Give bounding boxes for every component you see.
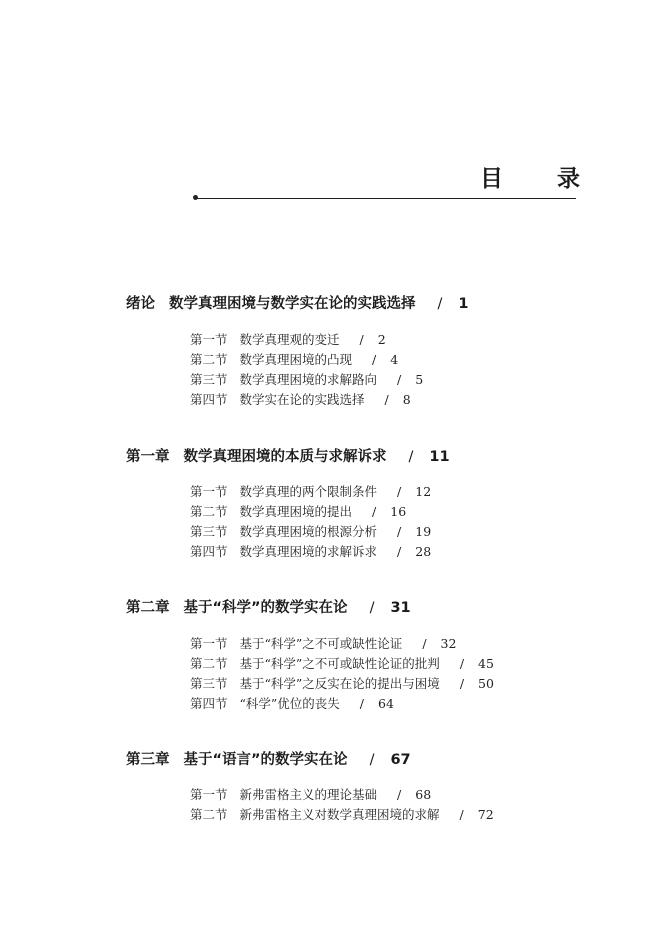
toc-section[interactable]	[190, 350, 398, 368]
section-title: 数学真理困境的提出	[239, 504, 353, 519]
page-separator: /	[359, 696, 365, 711]
title-rule	[196, 198, 576, 199]
section-number: 第三节	[190, 676, 228, 691]
toc-section[interactable]	[190, 522, 431, 540]
toc-section[interactable]	[190, 330, 386, 348]
section-number: 第一节	[190, 332, 228, 347]
section-title: “科学”优位的丧失	[239, 696, 340, 711]
section-page: 2	[377, 332, 386, 347]
section-number: 第四节	[190, 696, 228, 711]
section-page: 32	[440, 636, 457, 651]
toc-section[interactable]	[190, 370, 423, 388]
section-page: 19	[415, 524, 432, 539]
section-title: 数学真理的两个限制条件	[239, 484, 378, 499]
section-title: 基于“科学”之反实在论的提出与困境	[239, 676, 440, 691]
section-page: 50	[478, 676, 494, 691]
page-title	[480, 160, 580, 193]
section-number: 第二节	[190, 352, 228, 367]
toc-chapter-2[interactable]	[126, 596, 411, 617]
section-number: 第二节	[190, 504, 228, 519]
chapter-page: 11	[429, 449, 450, 465]
section-number: 第二节	[190, 807, 228, 822]
chapter-page: 67	[390, 752, 411, 768]
section-page: 4	[390, 352, 399, 367]
toc-section[interactable]	[190, 654, 494, 672]
chapter-number: 绪论	[126, 296, 155, 312]
page-separator: /	[459, 656, 465, 671]
page-separator: /	[408, 449, 414, 465]
page-separator: /	[397, 484, 402, 499]
section-title: 基于“科学”之不可或缺性论证	[239, 636, 403, 651]
page-separator: /	[397, 544, 402, 559]
section-title: 数学真理困境的凸现	[239, 352, 353, 367]
toc-chapter-3[interactable]	[126, 748, 411, 769]
section-number: 第三节	[190, 372, 228, 387]
chapter-page: 1	[458, 296, 469, 312]
page-separator: /	[359, 332, 364, 347]
section-title: 基于“科学”之不可或缺性论证的批判	[239, 656, 440, 671]
section-number: 第四节	[190, 392, 228, 407]
toc-section[interactable]	[190, 785, 431, 803]
toc-section[interactable]	[190, 634, 456, 652]
section-number: 第三节	[190, 524, 228, 539]
section-page: 64	[378, 696, 394, 711]
section-title: 新弗雷格主义的理论基础	[239, 787, 378, 802]
toc-chapter-intro[interactable]	[126, 292, 468, 313]
toc-section[interactable]	[190, 805, 494, 823]
toc-section[interactable]	[190, 390, 411, 408]
section-page: 72	[477, 807, 494, 822]
page-title-right: 录	[557, 166, 580, 192]
section-number: 第二节	[190, 656, 228, 671]
section-page: 5	[415, 372, 424, 387]
chapter-title: 数学真理困境的本质与求解诉求	[183, 449, 387, 465]
toc-section[interactable]	[190, 502, 406, 520]
page-separator: /	[397, 372, 402, 387]
section-page: 8	[402, 392, 411, 407]
chapter-title: 数学真理困境与数学实在论的实践选择	[169, 296, 416, 312]
section-title: 数学真理困境的求解诉求	[239, 544, 378, 559]
section-number: 第一节	[190, 484, 228, 499]
page-separator: /	[369, 600, 375, 616]
chapter-title: 基于“科学”的数学实在论	[183, 600, 348, 616]
section-page: 28	[415, 544, 432, 559]
section-title: 数学真理观的变迁	[239, 332, 340, 347]
section-title: 数学实在论的实践选择	[239, 392, 365, 407]
section-title: 数学真理困境的求解路向	[239, 372, 378, 387]
toc-chapter-1[interactable]	[126, 445, 450, 466]
toc-section[interactable]	[190, 482, 431, 500]
section-page: 16	[390, 504, 407, 519]
section-page: 68	[415, 787, 432, 802]
chapter-title: 基于“语言”的数学实在论	[183, 752, 348, 768]
chapter-number: 第三章	[126, 752, 170, 768]
chapter-page: 31	[390, 600, 411, 616]
page-separator: /	[422, 636, 427, 651]
section-number: 第一节	[190, 636, 228, 651]
page-separator: /	[459, 676, 465, 691]
page-separator: /	[397, 787, 402, 802]
page-separator: /	[437, 296, 443, 312]
chapter-number: 第二章	[126, 600, 170, 616]
page-separator: /	[372, 504, 377, 519]
toc-section[interactable]	[190, 542, 431, 560]
section-page: 45	[478, 656, 494, 671]
section-title: 新弗雷格主义对数学真理困境的求解	[239, 807, 440, 822]
page-separator: /	[397, 524, 402, 539]
page-separator: /	[384, 392, 389, 407]
chapter-number: 第一章	[126, 449, 170, 465]
page-title-left: 目	[480, 166, 503, 192]
toc-section[interactable]	[190, 674, 494, 692]
section-number: 第一节	[190, 787, 228, 802]
section-number: 第四节	[190, 544, 228, 559]
section-title: 数学真理困境的根源分析	[239, 524, 378, 539]
page-separator: /	[369, 752, 375, 768]
page-separator: /	[459, 807, 464, 822]
section-page: 12	[415, 484, 432, 499]
toc-section[interactable]	[190, 694, 394, 712]
page-separator: /	[372, 352, 377, 367]
